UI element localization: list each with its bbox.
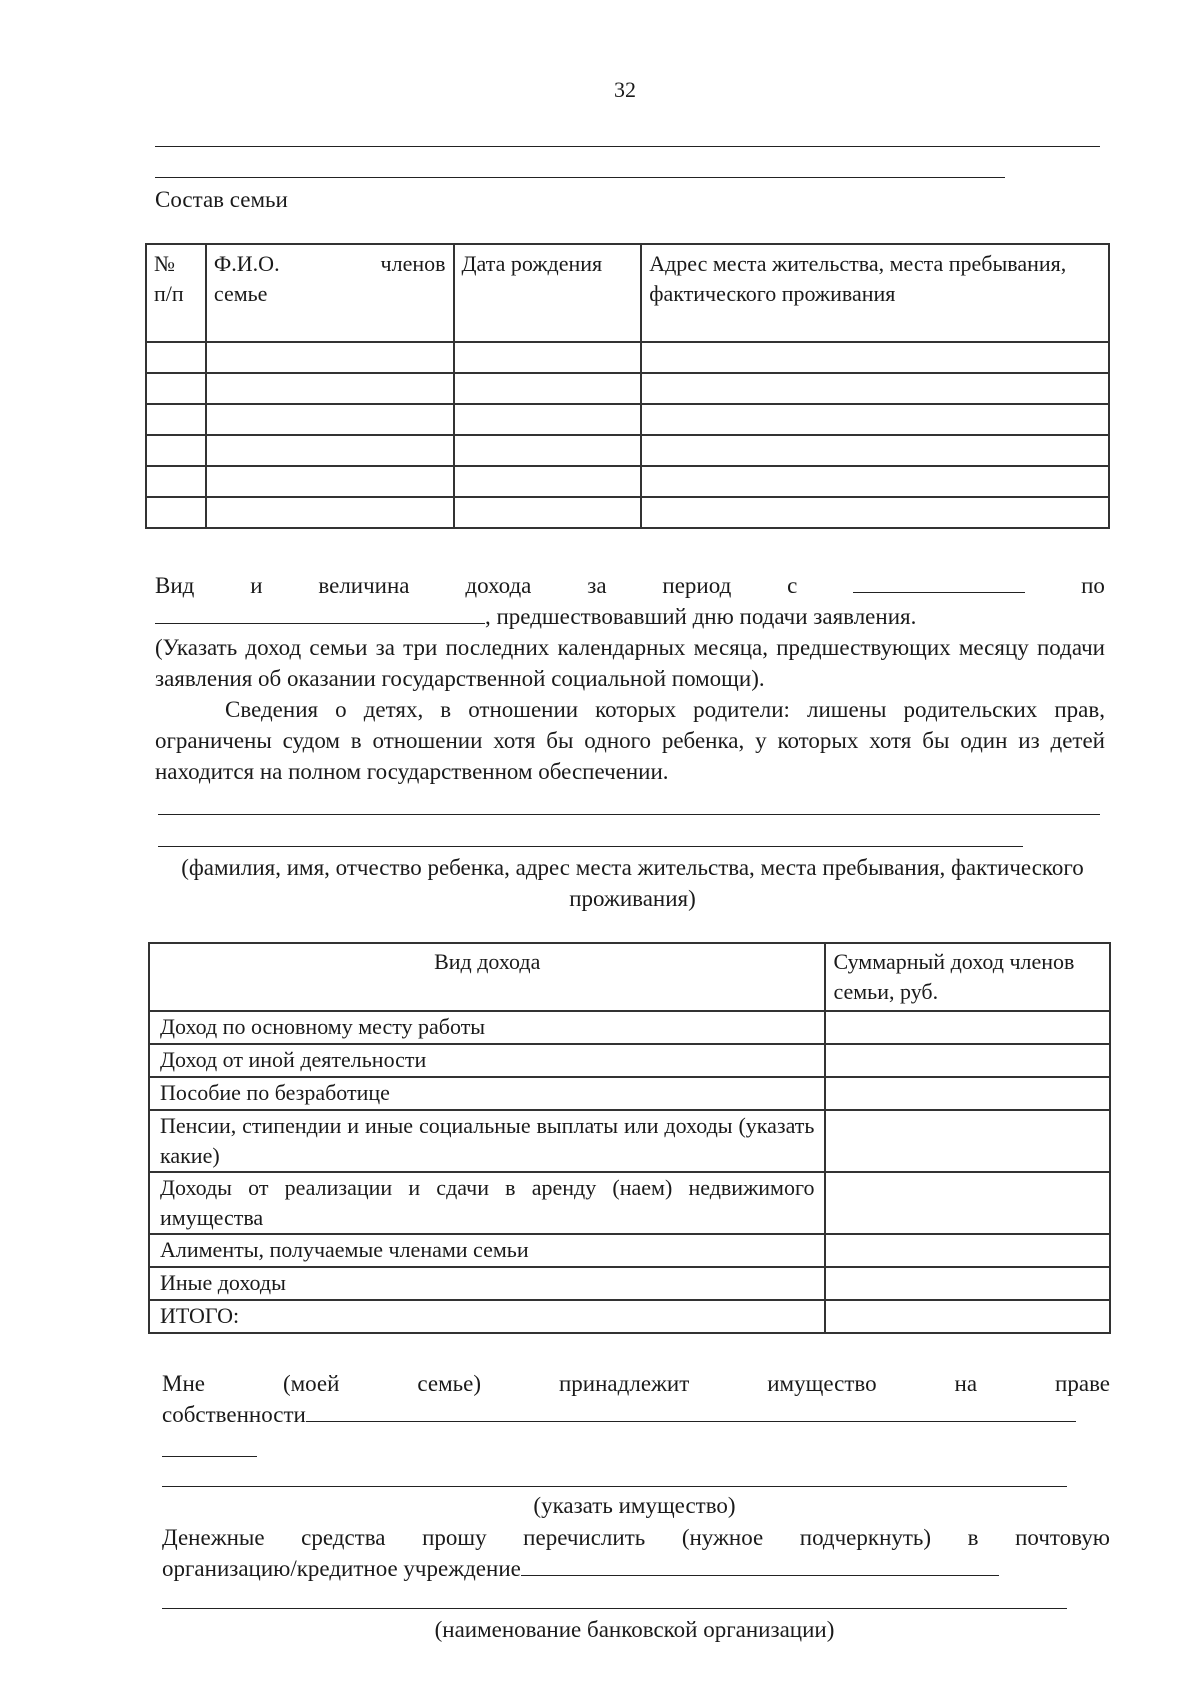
word: (моей bbox=[282, 1371, 340, 1396]
bank-field[interactable] bbox=[521, 1553, 999, 1576]
property-field[interactable] bbox=[306, 1399, 1076, 1422]
word: прошу bbox=[422, 1525, 487, 1550]
blank-line bbox=[155, 177, 1005, 178]
cell[interactable] bbox=[146, 466, 206, 497]
property-blank-line[interactable] bbox=[162, 1486, 1067, 1487]
word: праве bbox=[1055, 1371, 1110, 1396]
table-row bbox=[146, 497, 1109, 528]
word: почтовую bbox=[1015, 1525, 1110, 1550]
children-blank-line[interactable] bbox=[158, 814, 1100, 815]
word: подчеркнуть) bbox=[799, 1525, 932, 1550]
table-row bbox=[149, 1011, 1110, 1044]
word: Денежные bbox=[162, 1525, 265, 1550]
cell[interactable] bbox=[641, 404, 1109, 435]
income-label: Иные доходы bbox=[149, 1267, 825, 1300]
cell[interactable] bbox=[206, 435, 454, 466]
cell[interactable] bbox=[641, 466, 1109, 497]
property-label: собственности bbox=[162, 1402, 306, 1427]
income-value[interactable] bbox=[825, 1234, 1110, 1267]
income-value[interactable] bbox=[825, 1267, 1110, 1300]
cell[interactable] bbox=[454, 373, 642, 404]
bank-blank-line[interactable] bbox=[162, 1608, 1067, 1609]
income-value[interactable] bbox=[825, 1172, 1110, 1234]
word: и bbox=[250, 573, 263, 598]
cell[interactable] bbox=[206, 373, 454, 404]
children-caption: (фамилия, имя, отчество ребенка, адрес места жительства, места пребывания, фактического проживания) bbox=[181, 855, 1084, 911]
cell[interactable] bbox=[206, 342, 454, 373]
income-label: Пособие по безработице bbox=[149, 1077, 825, 1110]
cell[interactable] bbox=[206, 404, 454, 435]
table-row bbox=[149, 1172, 1110, 1234]
word: средства bbox=[301, 1525, 386, 1550]
cell[interactable] bbox=[454, 497, 642, 528]
word: Вид bbox=[155, 573, 195, 598]
income-label: Доход от иной деятельности bbox=[149, 1044, 825, 1077]
word: Мне bbox=[162, 1371, 205, 1396]
col-income-sum-header: Суммарный доход членов семьи, руб. bbox=[825, 943, 1110, 1011]
col-name-header-c: семье bbox=[213, 281, 268, 306]
word: за bbox=[587, 573, 607, 598]
word: семье) bbox=[417, 1371, 482, 1396]
income-total-label: ИТОГО: bbox=[149, 1300, 825, 1333]
income-value[interactable] bbox=[825, 1011, 1110, 1044]
col-birth-header: Дата рождения bbox=[454, 244, 642, 342]
word: на bbox=[954, 1371, 978, 1396]
word: дохода bbox=[465, 573, 532, 598]
cell[interactable] bbox=[641, 497, 1109, 528]
payment-caption: (наименование банковской организации) bbox=[434, 1617, 835, 1642]
word-po: по bbox=[1081, 573, 1105, 598]
table-row bbox=[146, 435, 1109, 466]
word: принадлежит bbox=[559, 1371, 690, 1396]
payment-label: организацию/кредитное учреждение bbox=[162, 1556, 521, 1581]
col-name-header-b: членов bbox=[380, 251, 446, 276]
word: с bbox=[787, 573, 798, 598]
income-period-note: (Указать доход семьи за три последних календарных месяца, предшествующих месяцу подачи заявления об оказании государственной социальной помощи). bbox=[155, 635, 1105, 691]
col-income-type-header: Вид дохода bbox=[149, 943, 825, 1011]
word: имущество bbox=[767, 1371, 877, 1396]
word: величина bbox=[318, 573, 410, 598]
cell[interactable] bbox=[206, 466, 454, 497]
word: перечислить bbox=[523, 1525, 646, 1550]
income-value[interactable] bbox=[825, 1110, 1110, 1172]
property-line1 bbox=[162, 1368, 1110, 1399]
cell[interactable] bbox=[146, 404, 206, 435]
cell[interactable] bbox=[454, 342, 642, 373]
table-row bbox=[149, 1267, 1110, 1300]
income-total-value[interactable] bbox=[825, 1300, 1110, 1333]
word: в bbox=[967, 1525, 979, 1550]
cell[interactable] bbox=[641, 373, 1109, 404]
children-blank-line[interactable] bbox=[158, 846, 1023, 847]
cell[interactable] bbox=[146, 373, 206, 404]
table-row bbox=[149, 1044, 1110, 1077]
cell[interactable] bbox=[206, 497, 454, 528]
table-row bbox=[146, 466, 1109, 497]
cell[interactable] bbox=[454, 435, 642, 466]
income-table-header bbox=[149, 943, 1110, 1011]
income-period-line2 bbox=[155, 601, 1105, 632]
word: период bbox=[662, 573, 732, 598]
col-address-header: Адрес места жительства, места пребывания, фактического проживания bbox=[641, 244, 1109, 342]
property-caption: (указать имущество) bbox=[533, 1493, 736, 1518]
family-table-header bbox=[146, 244, 1109, 342]
income-value[interactable] bbox=[825, 1077, 1110, 1110]
col-name-header bbox=[206, 244, 454, 342]
period-to-field[interactable] bbox=[155, 601, 485, 624]
col-name-header-a: Ф.И.О. bbox=[213, 251, 280, 276]
income-label: Пенсии, стипендии и иные социальные выплаты или доходы (указать какие) bbox=[149, 1110, 825, 1172]
table-row bbox=[149, 1300, 1110, 1333]
income-value[interactable] bbox=[825, 1044, 1110, 1077]
cell[interactable] bbox=[641, 342, 1109, 373]
col-number-header: № п/п bbox=[146, 244, 206, 342]
cell[interactable] bbox=[146, 497, 206, 528]
blank-line bbox=[155, 146, 1100, 147]
cell[interactable] bbox=[146, 435, 206, 466]
page-number: 32 bbox=[614, 77, 636, 102]
table-row bbox=[149, 1077, 1110, 1110]
children-paragraph: Сведения о детях, в отношении которых родители: лишены родительских прав, ограничены судом в отношении хотя бы одного ребенка, у которых хотя бы один из детей находится на полном государственном обеспечении. bbox=[155, 697, 1105, 784]
income-label: Доход по основному месту работы bbox=[149, 1011, 825, 1044]
cell[interactable] bbox=[146, 342, 206, 373]
cell[interactable] bbox=[454, 404, 642, 435]
period-from-field[interactable] bbox=[853, 570, 1025, 593]
property-line2 bbox=[162, 1399, 1110, 1430]
period-suffix: , предшествовавший дню подачи заявления. bbox=[485, 604, 917, 629]
property-blank-line[interactable] bbox=[162, 1456, 257, 1457]
table-row bbox=[146, 342, 1109, 373]
income-table bbox=[148, 942, 1111, 1334]
family-title: Состав семьи bbox=[155, 187, 288, 212]
table-row bbox=[146, 404, 1109, 435]
table-row bbox=[149, 1110, 1110, 1172]
cell[interactable] bbox=[641, 435, 1109, 466]
income-label: Доходы от реализации и сдачи в аренду (наем) недвижимого имущества bbox=[149, 1172, 825, 1234]
payment-line2 bbox=[162, 1553, 1110, 1584]
income-label: Алименты, получаемые членами семьи bbox=[149, 1234, 825, 1267]
cell[interactable] bbox=[454, 466, 642, 497]
income-period-line1 bbox=[155, 570, 1105, 601]
family-table bbox=[145, 243, 1110, 529]
table-row bbox=[146, 373, 1109, 404]
word: (нужное bbox=[681, 1525, 764, 1550]
table-row bbox=[149, 1234, 1110, 1267]
payment-line1 bbox=[162, 1522, 1110, 1553]
